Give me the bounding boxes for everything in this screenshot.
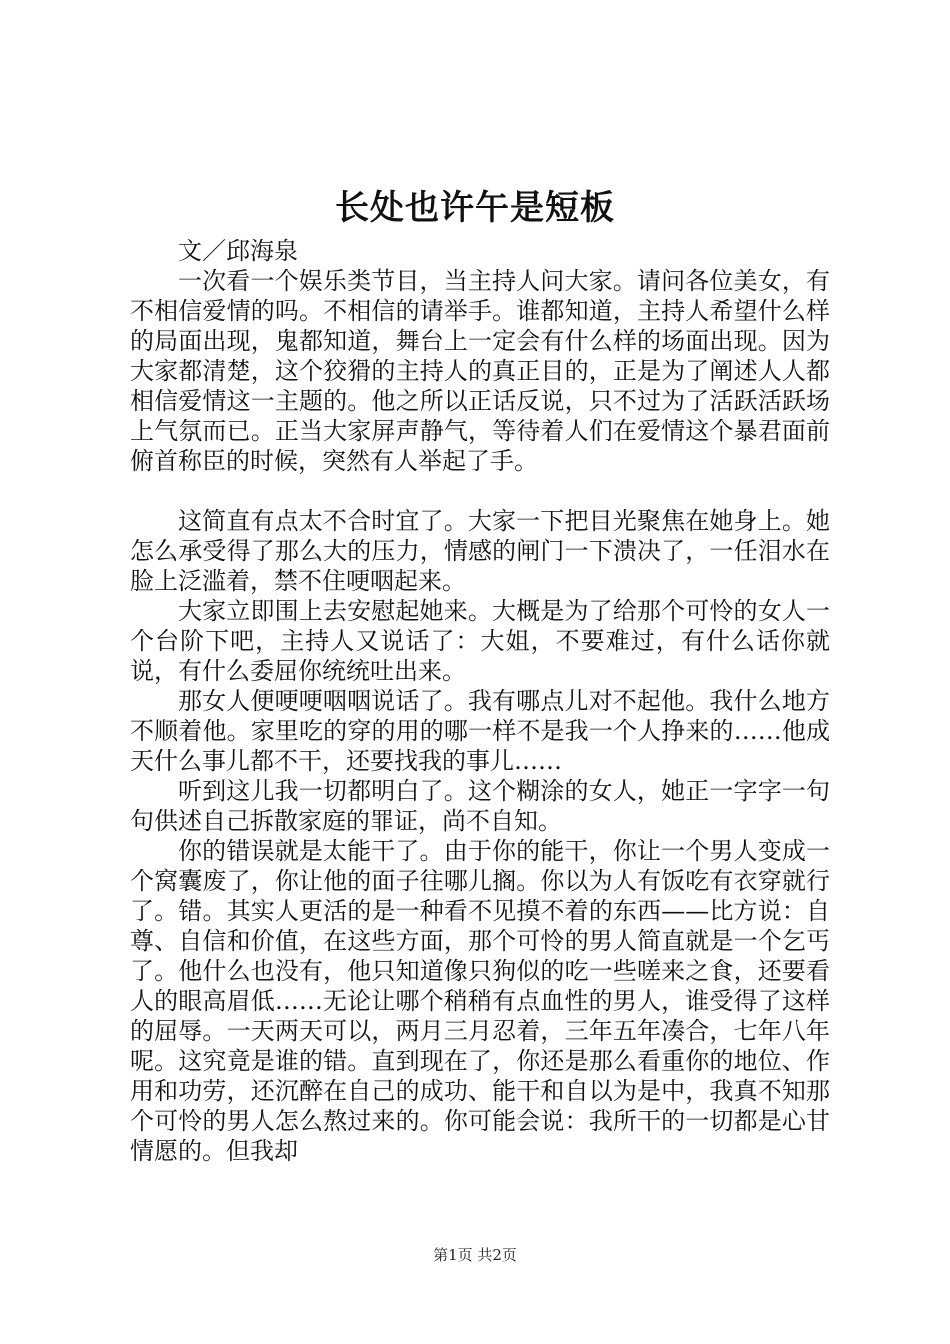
paragraph: 听到这儿我一切都明白了。这个糊涂的女人，她正一字字一句句供述自己拆散家庭的罪证，尚不自知。 xyxy=(130,777,830,835)
paragraph: 这简直有点太不合时宜了。大家一下把目光聚焦在她身上。她怎么承受得了那么大的压力，情感的闸门一下溃决了，一任泪水在脸上泛滥着，禁不住哽咽起来。 xyxy=(130,507,830,595)
paragraph: 一次看一个娱乐类节目，当主持人问大家。请问各位美女，有不相信爱情的吗。不相信的请举手。谁都知道，主持人希望什么样的局面出现，鬼都知道，舞台上一定会有什么样的场面出现。因为大家都清楚，这个狡猾的主持人的真正目的，正是为了阐述人人都相信爱情这一主题的。他之所以正话反说，只不过为了活跃活跃场上气氛而已。正当大家屏声静气，等待着人们在爱情这个暴君面前俯首称臣的时候，突然有人举起了手。 xyxy=(130,267,830,475)
page-number-footer: 第1页 共2页 xyxy=(433,1246,517,1264)
paragraph: 大家立即围上去安慰起她来。大概是为了给那个可怜的女人一个台阶下吧，主持人又说话了：大姐，不要难过，有什么话你就说，有什么委屈你统统吐出来。 xyxy=(130,597,830,685)
document-body xyxy=(130,236,830,1166)
byline: 文／邱海泉 xyxy=(178,237,298,265)
paragraph: 那女人便哽哽咽咽说话了。我有哪点儿对不起他。我什么地方不顺着他。家里吃的穿的用的哪一样不是我一个人挣来的……他成天什么事儿都不干，还要找我的事儿…… xyxy=(130,687,830,775)
paragraph: 你的错误就是太能干了。由于你的能干，你让一个男人变成一个窝囊废了，你让他的面子往哪儿搁。你以为人有饭吃有衣穿就行了。错。其实人更活的是一种看不见摸不着的东西——比方说：自尊、自信和价值，在这些方面，那个可怜的男人简直就是一个乞丐了。他什么也没有，他只知道像只狗似的吃一些嗟来之食，还要看人的眼高眉低……无论让哪个稍稍有点血性的男人，谁受得了这样的屈辱。一天两天可以，两月三月忍着，三年五年凑合，七年八年呢。这究竟是谁的错。直到现在了，你还是那么看重你的地位、作用和功劳，还沉醉在自己的成功、能干和自以为是中，我真不知那个可怜的男人怎么熬过来的。你可能会说：我所干的一切都是心甘情愿的。但我却 xyxy=(130,837,830,1165)
document-title: 长处也许午是短板 xyxy=(335,188,615,228)
